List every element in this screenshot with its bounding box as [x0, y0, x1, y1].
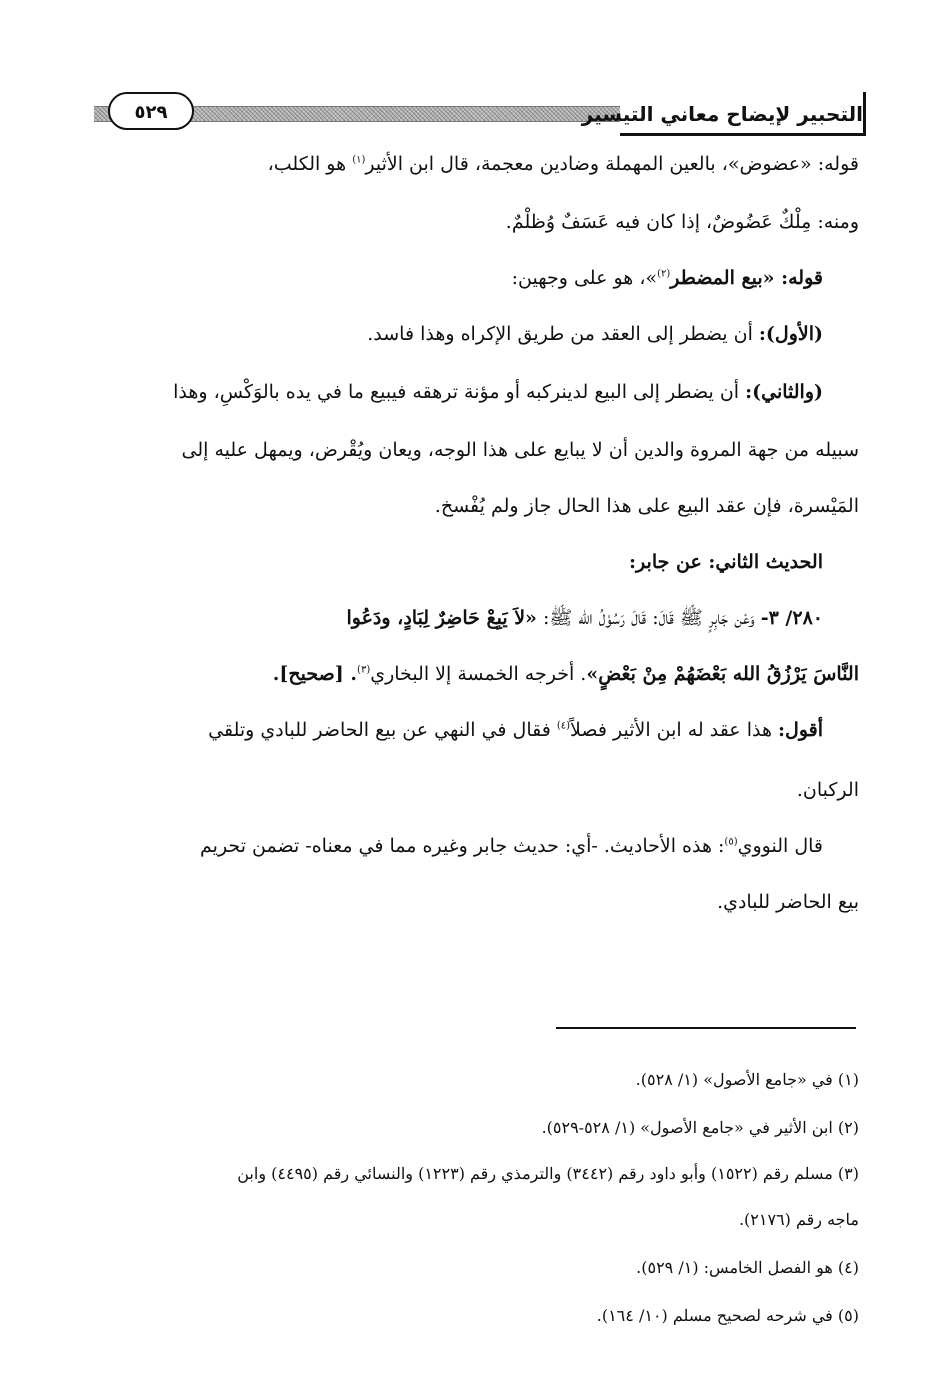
footnote-item: (٤) هو الفصل الخامس: (١/ ٥٢٩). [636, 1258, 859, 1277]
footnote-ref: (٣) [357, 664, 371, 676]
paragraph-line [208, 716, 823, 744]
paragraph-line: الركبان. [796, 779, 859, 801]
book-title: التحبير لإيضاح معاني التيسير [620, 92, 866, 136]
text-run: أن يضطر إلى العقد من طريق الإكراه وهذا فاسد. [367, 323, 759, 345]
text-run: هو الكلب، [267, 153, 353, 175]
section-label: (والثاني): [745, 381, 823, 403]
text-run: أن يضطر إلى البيع لدينركبه أو مؤنة ترهقه فيبيع ما في يده بالوَكْسِ، وهذا [173, 381, 746, 403]
paragraph-line [200, 832, 823, 860]
running-header [86, 92, 866, 142]
footnote-item: (٥) في شرحه لصحيح مسلم (١٠/ ١٦٤). [596, 1306, 859, 1325]
hadith-grade: . [صحيح]. [272, 663, 358, 685]
text-run: فقال في النهي عن بيع الحاضر للبادي وتلقي [208, 719, 557, 741]
text-run: : هذه الأحاديث. -أي: حديث جابر وغيره مما في معناه- تضمن تحريم [200, 835, 725, 857]
text-run: قوله: «عضوض»، بالعين المهملة وضادين معجمة، قال ابن الأثير [365, 153, 859, 175]
text-run: هذا عقد له ابن الأثير فصلاً [570, 719, 778, 741]
paragraph-line: بيع الحاضر للبادي. [717, 891, 859, 913]
paragraph-line: سبيله من جهة المروة والدين أن لا يبايع على هذا الوجه، ويعان ويُقْرض، ويمهل عليه إلى [181, 439, 859, 461]
footnote-item: (١) في «جامع الأصول» (١/ ٥٢٨). [635, 1070, 859, 1089]
hadith-text: «لاَ يَبِعْ حَاضِرٌ لِبَادٍ، ودَعُوا [346, 607, 537, 629]
paragraph-line [268, 150, 859, 178]
hadith-number: ٢٨٠/ ٣- [760, 607, 823, 629]
paragraph-line [173, 378, 823, 406]
footnote-ref: (١) [352, 154, 366, 166]
hadith-line [347, 604, 824, 632]
footnote-ref: (٥) [724, 836, 738, 848]
text-run: . أخرجه الخمسة إلا البخاري [370, 663, 587, 685]
paragraph-line [367, 320, 823, 348]
footnote-item: ماجه رقم (٢١٧٦). [738, 1210, 859, 1229]
footnote-ref: (٤) [556, 720, 571, 732]
footnote-item: (٢) ابن الأثير في «جامع الأصول» (١/ ٥٢٨-٥٢٩). [541, 1118, 859, 1137]
hadith-line [273, 660, 859, 688]
text-run: قال النووي [737, 835, 823, 857]
text-run: »، هو على وجهين: [511, 267, 658, 289]
page-number: ٥٢٩ [108, 92, 194, 130]
section-label: (الأول): [758, 323, 823, 345]
section-heading: الحديث الثاني: عن جابر: [629, 551, 823, 573]
hadith-text: النَّاسَ يَرْزُقُ الله بَعْضَهُمْ مِنْ بَعْضٍ» [586, 663, 859, 685]
section-label: أقول: [778, 719, 823, 741]
footnote-separator [556, 1027, 856, 1029]
paragraph-line: المَيْسرة، فإن عقد البيع على هذا الحال جاز ولم يُفْسخ. [434, 495, 859, 517]
paragraph-line: ومنه: مِلْكٌ عَضُوضٌ، إذا كان فيه عَسَفٌ وُظلْمٌ. [505, 211, 859, 233]
footnote-item: (٣) مسلم رقم (١٥٢٢) وأبو داود رقم (٣٤٤٢) والترمذي رقم (١٢٢٣) والنسائي رقم (٤٤٩٥) وابن [237, 1164, 859, 1183]
text-run: وَعْن جَابِرٍ ﷺ قَالَ: قَالَ رَسُوْلُ الله ﷺ: [536, 607, 761, 629]
footnote-ref: (٢) [657, 268, 671, 280]
paragraph-line [512, 264, 823, 292]
text-run: قوله: «بيع المضطر [670, 267, 823, 289]
